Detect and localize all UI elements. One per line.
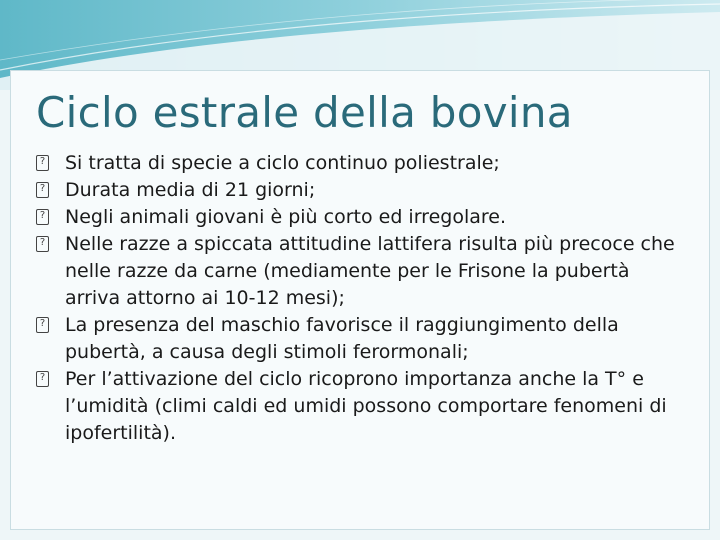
bullet-text: Negli animali giovani è più corto ed irregolare. xyxy=(65,206,506,228)
bullet-text: La presenza del maschio favorisce il raggiungimento della pubertà, a causa degli stimoli ferormonali; xyxy=(65,314,619,363)
bullet-marker-icon: ? xyxy=(36,209,49,225)
bullet-text: Nelle razze a spiccata attitudine lattifera risulta più precoce che nelle razze da carne (mediamente per le Frisone la pubertà arriva attorno ai 10-12 mesi); xyxy=(65,233,675,309)
slide-title: Ciclo estrale della bovina xyxy=(36,88,573,137)
bullet-marker-icon: ? xyxy=(36,236,49,252)
bullet-text: Per l’attivazione del ciclo ricoprono importanza anche la T° e l’umidità (climi caldi ed umidi possono comportare fenomeni di ipofertilità). xyxy=(65,368,667,444)
bullet-text: Durata media di 21 giorni; xyxy=(65,179,316,201)
bullet-list xyxy=(36,150,686,447)
bullet-marker-icon: ? xyxy=(36,182,49,198)
bullet-marker-icon: ? xyxy=(36,317,49,333)
bullet-text: Si tratta di specie a ciclo continuo poliestrale; xyxy=(65,152,500,174)
bullet-item xyxy=(36,366,686,447)
bullet-item xyxy=(36,231,686,312)
bullet-item xyxy=(36,177,686,204)
bullet-item xyxy=(36,150,686,177)
bullet-marker-icon: ? xyxy=(36,371,49,387)
bullet-marker-icon: ? xyxy=(36,155,49,171)
bullet-item xyxy=(36,204,686,231)
bullet-item xyxy=(36,312,686,366)
